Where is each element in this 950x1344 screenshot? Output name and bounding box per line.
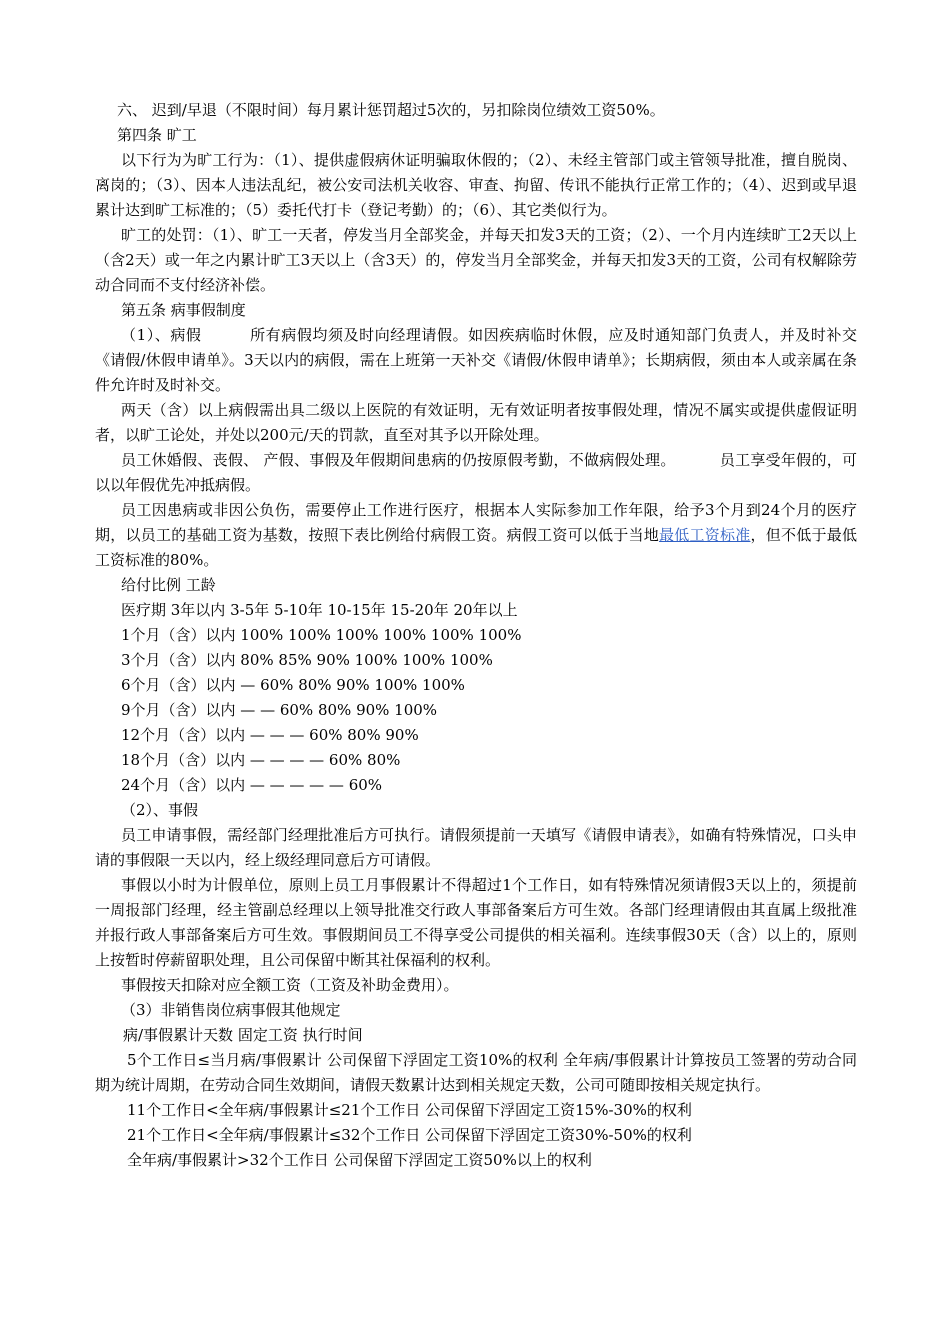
table-row: 24个月（含）以内 — — — — — 60% [121,776,383,794]
table-row: 1个月（含）以内 100% 100% 100% 100% 100% 100% [121,626,522,644]
table-header-period: 医疗期 3年以内 3-5年 5-10年 10-15年 15-20年 20年以上 [121,601,518,619]
rules-row-32-days: 全年病/事假累计>32个工作日 公司保留下浮固定工资50%以上的权利 [127,1151,592,1169]
sick-leave-certificate: 两天（含）以上病假需出具二级以上医院的有效证明，无有效证明者按事假处理，情况不属实或提供虚假证明者，以旷工论处，并处以200元/天的罚款，直至对其予以开除处理。 [95,401,857,444]
annual-leave-offset: 员工享受年假的，可以以年假优先冲抵病假。 [95,451,857,494]
medical-period-paragraph [95,498,857,573]
rules-row-11-days: 11个工作日<全年病/事假累计≤21个工作日 公司保留下浮固定工资15%-30%的权利 [127,1101,692,1119]
personal-leave-heading: （2）、事假 [121,801,199,819]
rules-row-5-days [95,1048,857,1098]
non-sales-rules-heading: （3）非销售岗位病事假其他规定 [121,1001,341,1019]
absence-definition: 以下行为为旷工行为：（1）、提供虚假病休证明骗取休假的；（2）、未经主管部门或主管领导批准，擅自脱岗、离岗的；（3）、因本人违法乱纪，被公安司法机关收容、审查、拘留、传讯不能执行正常工作的；（4）、迟到或早退累计达到旷工标准的；（5）委托代打卡（登记考勤）的；（6）、其它类似行为。 [95,151,857,219]
clause-six-late: 六、 迟到/早退（不限时间）每月累计惩罚超过5次的，另扣除岗位绩效工资50%。 [117,101,665,119]
minimum-wage-link[interactable]: 最低工资标准 [659,526,751,544]
table-header-ratio: 给付比例 工龄 [121,576,216,594]
rules-row-5-days-text: 5个工作日≤当月病/事假累计 公司保留下浮固定工资10%的权利 全年病/事假累计计算按员工签署的劳动合同期为统计周期，在劳动合同生效期间，请假天数累计达到相关规定天数，公司可随即按相关规定执行。 [95,1051,857,1094]
sick-during-leave [95,448,857,498]
article-four-heading: 第四条 旷工 [117,126,197,144]
rules-table-header: 病/事假累计天数 固定工资 执行时间 [123,1026,363,1044]
article-five-heading: 第五条 病事假制度 [121,301,246,319]
table-row: 3个月（含）以内 80% 85% 90% 100% 100% 100% [121,651,493,669]
sick-leave-label: （1）、病假 [121,326,202,344]
table-row: 6个月（含）以内 — 60% 80% 90% 100% 100% [121,676,465,694]
table-row: 9个月（含）以内 — — 60% 80% 90% 100% [121,701,438,719]
sick-leave-text: 所有病假均须及时向经理请假。如因疾病临时休假，应及时通知部门负责人，并及时补交《请假/休假申请单》。3天以内的病假，需在上班第一天补交《请假/休假申请单》；长期病假，须由本人或亲属在条件允许时及时补交。 [95,326,857,394]
sick-during-leave-text: 员工休婚假、丧假、 产假、事假及年假期间患病的仍按原假考勤，不做病假处理。 [121,451,676,469]
sick-leave-paragraph [95,323,857,398]
document-body [95,98,857,1173]
table-row: 18个月（含）以内 — — — — 60% 80% [121,751,401,769]
rules-row-21-days: 21个工作日<全年病/事假累计≤32个工作日 公司保留下浮固定工资30%-50%的权利 [127,1126,692,1144]
table-row: 12个月（含）以内 — — — 60% 80% 90% [121,726,419,744]
medical-period-text: 员工因患病或非因公负伤，需要停止工作进行医疗，根据本人实际参加工作年限，给予3个月到24个月的医疗期，以员工的基础工资为基数，按照下表比例给付病假工资。病假工资可以低于当地 [95,501,857,544]
personal-leave-deduction: 事假按天扣除对应全额工资（工资及补助金费用）。 [121,976,459,994]
medical-period-tail: ，但不低于最低工资标准的80%。 [95,526,857,569]
personal-leave-rules: 事假以小时为计假单位，原则上员工月事假累计不得超过1个工作日，如有特殊情况须请假3天以上的，须提前一周报部门经理，经主管副总经理以上领导批准交行政人事部备案后方可生效。各部门经理请假由其直属上级批准并报行政人事部备案后方可生效。事假期间员工不得享受公司提供的相关福利。连续事假30天（含）以上的，原则上按暂时停薪留职处理，且公司保留中断其社保福利的权利。 [95,876,857,969]
personal-leave-application: 员工申请事假，需经部门经理批准后方可执行。请假须提前一天填写《请假申请表》，如确有特殊情况，口头申请的事假限一天以内，经上级经理同意后方可请假。 [95,826,857,869]
absence-penalty: 旷工的处罚：（1）、旷工一天者，停发当月全部奖金，并每天扣发3天的工资；（2）、一个月内连续旷工2天以上（含2天）或一年之内累计旷工3天以上（含3天）的，停发当月全部奖金，并每天扣发3天的工资，公司有权解除劳动合同而不支付经济补偿。 [95,226,857,294]
